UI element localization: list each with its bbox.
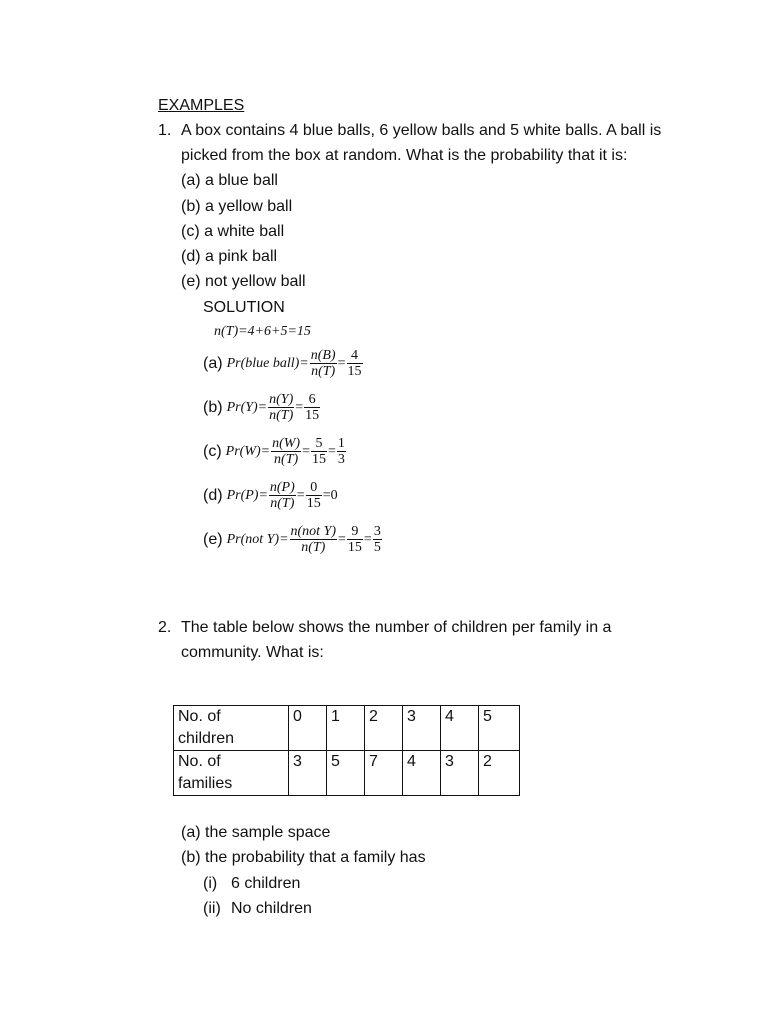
equation-lhs: Pr(P)= [226,487,268,503]
table-cell: 4 [403,751,441,796]
table-row [174,751,520,796]
fraction-numerator: 6 [304,392,320,408]
fraction-numerator: n(Y) [269,392,294,407]
fraction-denominator: 15 [347,540,362,555]
fraction-denominator: n(T) [270,496,295,511]
table-cell: 5 [327,751,365,796]
equation-a: (a) Pr(blue ball)= $\frac{n(B)}{n(T)}$ = $\frac{4}{15}$ [203,348,362,379]
fraction-denominator: n(T) [274,452,299,467]
equation-b: (b) Pr(Y)= $\frac{n(Y)}{n(T)}$ = $\frac{6}{15}$ [203,392,320,423]
total-equation: n(T)=4+6+5=15 [214,324,311,339]
equation-lhs: Pr(blue ball)= [226,355,309,371]
fraction-denominator: n(T) [311,364,336,379]
equation-e: (e) Pr(not Y)= $\frac{\text{n(not Y)}}{n(T)}$ = $\frac{9}{15}$ = $\frac{3}{5}$ [203,524,381,555]
children-per-family-table [173,705,520,796]
fraction-denominator: 5 [373,540,381,555]
equation-lhs: Pr(W)= [225,443,271,459]
question-1-number: 1. [158,122,172,139]
fraction-denominator: 15 [347,364,362,379]
equation-label: (b) [203,398,223,416]
table-cell: 3 [403,706,441,751]
equation-lhs: Pr(Y)= [226,399,268,415]
section-heading: EXAMPLES [158,97,245,114]
fraction-denominator: n(T) [269,408,294,423]
table-cell: 2 [365,706,403,751]
table-cell: 3 [441,751,479,796]
fraction-numerator: 0 [306,480,322,496]
fraction-numerator: 4 [347,348,363,364]
table-cell: 2 [479,751,520,796]
row-header-families: No. of families [174,751,289,796]
part-b: (b) the probability that a family has [181,849,426,866]
equation-lhs: Pr(not Y)= [226,531,289,547]
table-cell: 0 [289,706,327,751]
table-cell: 5 [479,706,520,751]
subpart-i-text: 6 children [231,875,301,892]
fraction-denominator: 3 [337,452,345,467]
equation-label: (e) [203,530,223,548]
question-2-line-1: The table below shows the number of children per family in a [181,619,612,636]
fraction-numerator: n(W) [272,436,301,451]
table-cell: 7 [365,751,403,796]
question-1-line-2: picked from the box at random. What is the probability that it is: [181,147,628,164]
equation-label: (c) [203,442,222,460]
equation-label: (d) [203,486,223,504]
subpart-i-number: (i) [203,875,218,892]
fraction-denominator: 15 [306,496,321,511]
option-b: (b) a yellow ball [181,198,293,215]
fraction-numerator: n(P) [269,480,295,495]
subpart-ii-number: (ii) [203,900,221,917]
equation-c: (c) Pr(W)= $\frac{n(W)}{n(T)}$ = $\frac{5}{15}$ = $\frac{1}{3}$ [203,436,345,467]
table-cell: 1 [327,706,365,751]
fraction-numerator: n(not Y) [290,524,337,539]
fraction-numerator: 1 [337,436,345,451]
equation-label: (a) [203,354,223,372]
fraction-denominator: 15 [312,452,326,467]
fraction-numerator: n(B) [310,348,336,363]
fraction-numerator: 3 [373,524,381,539]
solution-label: SOLUTION [203,299,285,316]
fraction-numerator: 5 [311,436,327,452]
question-1-line-1: A box contains 4 blue balls, 6 yellow balls and 5 white balls. A ball is [181,122,662,139]
table-cell: 4 [441,706,479,751]
table-cell: 3 [289,751,327,796]
fraction-denominator: n(T) [301,540,326,555]
question-2-line-2: community. What is: [181,644,324,661]
table-row [174,706,520,751]
option-e: (e) not yellow ball [181,273,306,290]
fraction-denominator: 15 [305,408,320,423]
option-a: (a) a blue ball [181,172,278,189]
option-d: (d) a pink ball [181,248,278,265]
equation-result: =0 [322,487,338,503]
question-2-number: 2. [158,619,172,636]
option-c: (c) a white ball [181,223,285,240]
row-header-children: No. of children [174,706,289,751]
subpart-ii-text: No children [231,900,312,917]
equation-d: (d) Pr(P)= $\frac{n(P)}{n(T)}$ = $\frac{0}{15}$ =0 [203,480,338,511]
part-a: (a) the sample space [181,824,331,841]
fraction-numerator: 9 [347,524,363,540]
